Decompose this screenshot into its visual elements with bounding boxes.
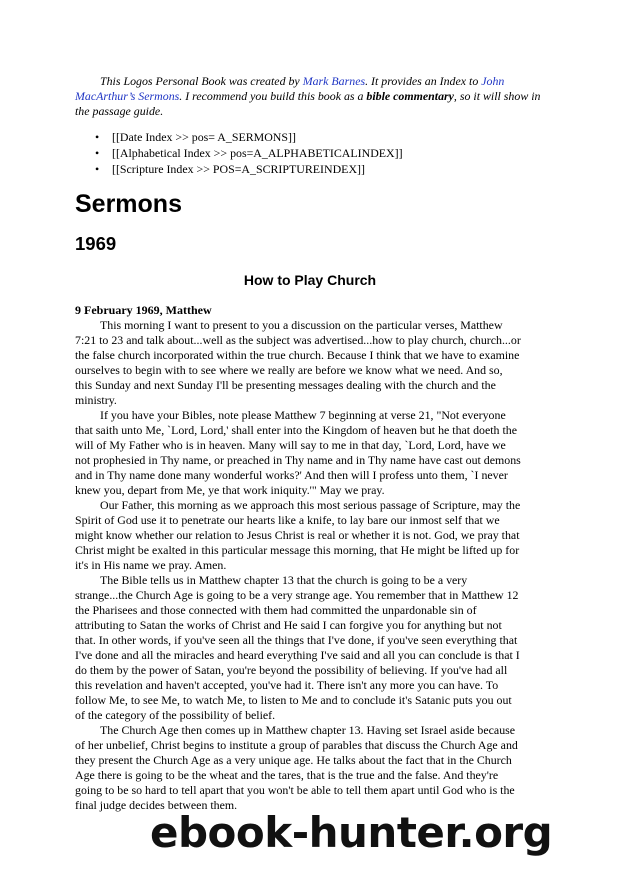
sermon-paragraph bbox=[75, 498, 545, 573]
sermon-body bbox=[75, 318, 545, 813]
date-index-link[interactable]: • [[Date Index >> pos= A_SERMONS]] bbox=[75, 129, 545, 145]
paragraph-line: might know whether our relation to Jesus Christ is real or whether it is not. God, we pray that bbox=[75, 528, 520, 542]
paragraph-line: 7:21 to 23 and talk about...well as the subject was advertised...how to play church, church...or bbox=[75, 333, 521, 347]
paragraph-line: If you have your Bibles, note please Matthew 7 beginning at verse 21, "Not everyone bbox=[100, 408, 506, 422]
paragraph-line: will of My Father who is in heaven. Many will say to me in that day, `Lord, Lord, have we bbox=[75, 438, 506, 452]
watermark: ebook-hunter.org bbox=[150, 808, 553, 857]
paragraph-line: that. In other words, if you've seen all the things that I've done, if you've seen everything that bbox=[75, 633, 518, 647]
year-heading: 1969 bbox=[75, 233, 117, 254]
paragraph-line: that saith unto Me, `Lord, Lord,' shall enter into the Kingdom of heaven but he that doeth the bbox=[75, 423, 517, 437]
paragraph-line: the Pharisees and those connected with them had committed the unpardonable sin of bbox=[75, 603, 477, 617]
paragraph-line: ourselves to begin with to see where we really are before we know what we need. And so, bbox=[75, 363, 503, 377]
sermon-title: How to Play Church bbox=[243, 272, 377, 288]
paragraph-line: attributing to Satan the works of Christ and He said I can forgive you for anything but not bbox=[75, 618, 502, 632]
sermon-paragraph bbox=[75, 318, 545, 408]
paragraph-line: of her unbelief, Christ begins to institute a group of parables that discuss the Church Age and bbox=[75, 738, 518, 752]
sermon-paragraph bbox=[75, 573, 545, 723]
paragraph-line: Age there is going to be the wheat and the tares, that is the true and the false. And they're bbox=[75, 768, 499, 782]
paragraph-line: final judge decides between them. bbox=[75, 798, 238, 812]
section-heading: Sermons bbox=[75, 190, 182, 218]
paragraph-line: the false church incorporated within the true church. Because I think that we have to examine bbox=[75, 348, 520, 362]
paragraph-line: This morning I want to present to you a discussion on the particular verses, Matthew bbox=[100, 318, 503, 332]
paragraph-line: this Sunday and next Sunday I'll be presenting messages dealing with the church and the bbox=[75, 378, 496, 392]
paragraph-line: I've done and all the miracles and heard everything I've said and all you can conclude is that I bbox=[75, 648, 520, 662]
author-link[interactable]: Mark Barnes bbox=[302, 74, 366, 88]
sermon-paragraph bbox=[75, 723, 545, 813]
sermon-dateline: 9 February 1969, Matthew bbox=[75, 303, 212, 317]
intro-text-3: . I recommend you build this book as a bbox=[179, 89, 367, 103]
paragraph-line: strange...the Church Age is going to be a very strange age. You remember that in Matthew 12 bbox=[75, 588, 519, 602]
paragraph-line: Spirit of God use it to penetrate our hearts like a knife, to lay bare our inmost self that we bbox=[75, 513, 500, 527]
paragraph-line: The Church Age then comes up in Matthew chapter 13. Having set Israel aside because bbox=[100, 723, 516, 737]
paragraph-line: follow Me, to see Me, to watch Me, to listen to Me and to conclude it's Satanic puts you out bbox=[75, 693, 512, 707]
paragraph-line: of the category of the possibility of belief. bbox=[75, 708, 276, 722]
paragraph-line: this revelation and haven't accepted, you've had it. There isn't any more you can have. To bbox=[75, 678, 499, 692]
page-content bbox=[75, 74, 545, 813]
scripture-index-link[interactable]: • [[Scripture Index >> POS=A_SCRIPTUREINDEX]] bbox=[75, 161, 545, 177]
paragraph-line: knew you, depart from Me, ye that work iniquity.'" May we pray. bbox=[75, 483, 385, 497]
sermons-link[interactable]: John MacArthur’s Sermons bbox=[75, 74, 505, 103]
paragraph-line: they present the Church Age as a very unique age. He talks about the fact that in the Church bbox=[75, 753, 512, 767]
intro-text-4: , so it will show in the passage guide. bbox=[75, 89, 541, 118]
index-links-list bbox=[75, 129, 545, 177]
intro-text-1: This Logos Personal Book was created by bbox=[100, 74, 303, 88]
paragraph-line: do them by the power of Satan, you're beyond the possibility of believing. If you've had all bbox=[75, 663, 508, 677]
paragraph-line: Our Father, this morning as we approach this most serious passage of Scripture, may the bbox=[100, 498, 521, 512]
bible-commentary-emphasis: bible commentary bbox=[366, 89, 454, 103]
intro-text-2: . It provides an Index to bbox=[365, 74, 482, 88]
paragraph-line: ministry. bbox=[75, 393, 117, 407]
paragraph-line: Christ might be exalted in this particular message this morning, that He might be lifted up for bbox=[75, 543, 520, 557]
paragraph-line: it's in His name we pray. Amen. bbox=[75, 558, 227, 572]
paragraph-line: and in Thy name done many wonderful works?' And then will I profess unto them, `I never bbox=[75, 468, 508, 482]
paragraph-line: The Bible tells us in Matthew chapter 13 that the church is going to be a very bbox=[100, 573, 468, 587]
alphabetical-index-link[interactable]: • [[Alphabetical Index >> pos=A_ALPHABETICALINDEX]] bbox=[75, 145, 545, 161]
paragraph-line: not prophesied in Thy name, or preached in Thy name and in Thy name have cast out demons bbox=[75, 453, 521, 467]
paragraph-line: going to be so hard to tell apart that you won't be able to tell them apart until God who is the bbox=[75, 783, 515, 797]
intro-paragraph bbox=[75, 74, 545, 119]
sermon-paragraph bbox=[75, 408, 545, 498]
